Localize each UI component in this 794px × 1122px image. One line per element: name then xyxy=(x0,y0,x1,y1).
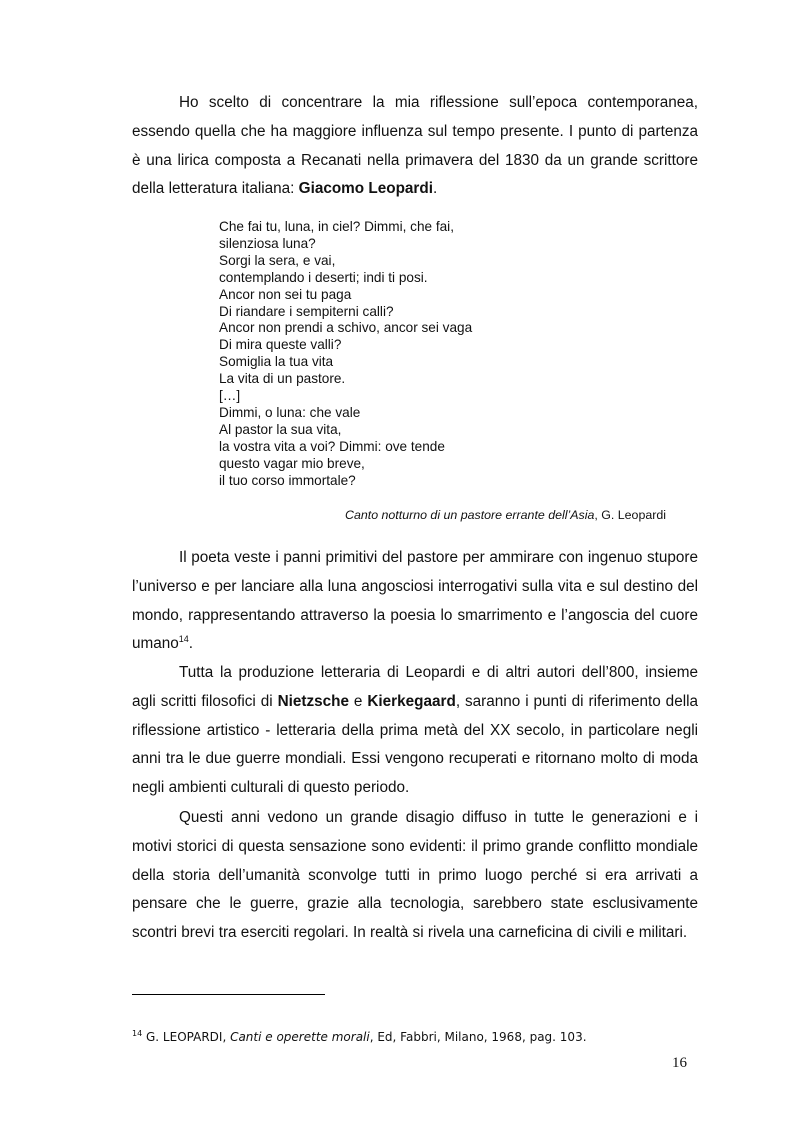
footnote-reference[interactable]: 14 xyxy=(178,634,189,645)
poem-line: il tuo corso immortale? xyxy=(219,472,356,488)
poem-line: Ancor non prendi a schivo, ancor sei vaga xyxy=(219,320,473,336)
poem-line: Al pastor la sua vita, xyxy=(219,421,342,437)
poem-line: silenziosa luna? xyxy=(219,235,316,251)
poem-line: […] xyxy=(219,388,241,404)
paragraph-intro xyxy=(132,89,698,204)
poem-line: Di mira queste valli? xyxy=(219,337,342,353)
paragraph-war xyxy=(132,804,698,948)
philosopher-nietzsche: Nietzsche xyxy=(277,692,349,710)
poem-quote xyxy=(219,219,472,490)
poem-line: Ancor non sei tu paga xyxy=(219,286,352,302)
paragraph-poet-end: . xyxy=(188,635,194,653)
poem-line: Dimmi, o luna: che vale xyxy=(219,404,361,420)
philosopher-kierkegaard: Kierkegaard xyxy=(367,692,456,710)
poem-line: Che fai tu, luna, in ciel? Dimmi, che fai, xyxy=(219,219,454,234)
paragraph-influences-text-a: Tutta la produzione letteraria di Leopardi e di altri autori dell’800, insieme agli scritti filosofici di xyxy=(132,664,698,710)
paragraph-intro-text: Ho scelto di concentrare la mia riflessione sull’epoca contemporanea, essendo quella che ha maggiore influenza sul tempo presente. I punto di partenza è una lirica composta a Recanati nella primavera del 1830 da un grande scrittore della letteratura italiana: xyxy=(132,94,698,198)
page-number: 16 xyxy=(672,1055,687,1071)
footnote-book-title: Canti e operette morali xyxy=(230,1030,370,1044)
author-name-bold: Giacomo Leopardi xyxy=(298,180,433,198)
paragraph-poet xyxy=(132,544,698,659)
paragraph-influences xyxy=(132,659,698,803)
footnote-author: G. LEOPARDI, xyxy=(142,1030,231,1044)
poem-line: la vostra vita a voi? Dimmi: ove tende xyxy=(219,438,445,454)
poem-line: Sorgi la sera, e vai, xyxy=(219,252,336,268)
poem-line: La vita di un pastore. xyxy=(219,371,346,387)
poem-line: questo vagar mio breve, xyxy=(219,455,365,471)
paragraph-poet-text: Il poeta veste i panni primitivi del pastore per ammirare con ingenuo stupore l’universo e per lanciare alla luna angosciosi interrogativi sulla vita e sul destino del mondo, rappresentando attraverso la poesia lo smarrimento e l’angoscia del cuore umano xyxy=(132,549,698,653)
paragraph-influences-text-c: , saranno i punti di riferimento della riflessione artistico - letteraria della prima metà del XX secolo, in particolare negli anni tra le due guerre mondiali. Essi vengono recuperati e ritornano molto di moda negli ambienti culturali di questo periodo. xyxy=(132,692,699,797)
poem-line: Di riandare i sempiterni calli? xyxy=(219,303,394,319)
poem-line: Somiglia la tua vita xyxy=(219,354,334,370)
paragraph-influences-text-b: e xyxy=(348,692,368,710)
poem-line: contemplando i deserti; indi ti posi. xyxy=(219,269,428,285)
footnote-number: 14 xyxy=(132,1029,143,1038)
paragraph-war-text: Questi anni vedono un grande disagio diffuso in tutte le generazioni e i motivi storici di questa sensazione sono evidenti: il primo grande conflitto mondiale della storia dell’umanità sconvolge tutti in primo luogo perché si era arrivati a pensare che le guerre, grazie alla tecnologia, sarebbero state esclusivamente scontri brevi tra eserciti regolari. In realtà si rivela una carneficina di civili e militari. xyxy=(132,809,698,942)
poem-attribution xyxy=(345,508,666,522)
footnote xyxy=(132,1030,587,1044)
poem-author: , G. Leopardi xyxy=(594,508,666,522)
poem-title: Canto notturno di un pastore errante dell’Asia xyxy=(345,508,595,522)
paragraph-intro-end: . xyxy=(432,180,438,198)
footnote-publication: , Ed, Fabbri, Milano, 1968, pag. 103. xyxy=(369,1030,587,1044)
footnote-separator xyxy=(132,994,325,995)
